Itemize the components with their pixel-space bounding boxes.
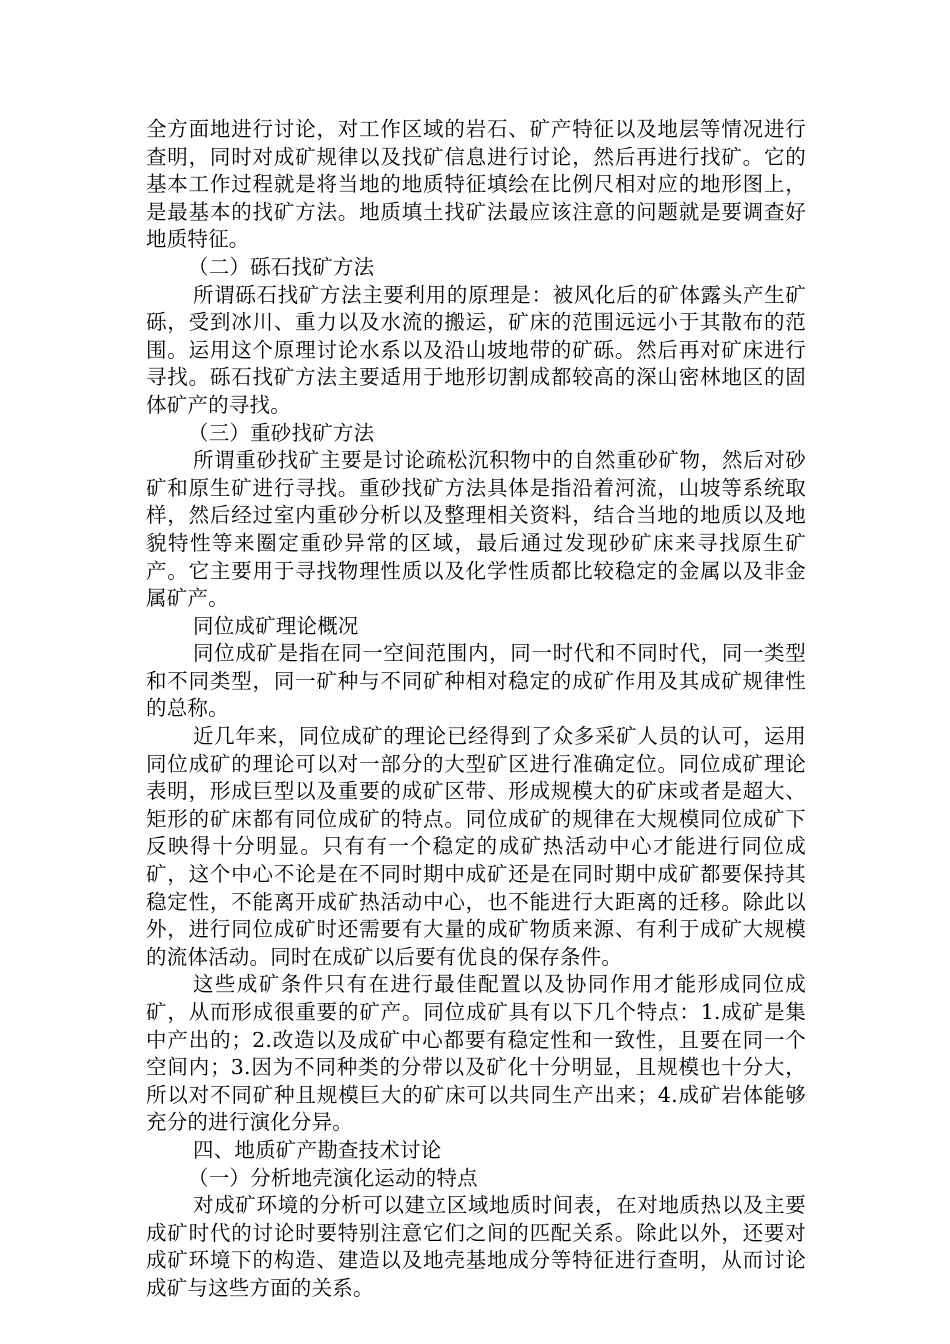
section-heading-exploration-tech: 四、地质矿产勘查技术讨论 — [193, 1137, 442, 1162]
paragraph-gravel-method: 所谓砾石找矿方法主要利用的原理是：被风化后的矿体露头产生矿砾，受到冰川、重力以及水流的搬运，矿床的范围远远小于其散布的范围。运用这个原理讨论水系以及沿山坡地带的矿砾。然后再对矿床进行寻找。砾石找矿方法主要适用于地形切割成都较高的深山密林地区的固体矿产的寻找。 — [146, 282, 806, 417]
paragraph-colocated-features: 这些成矿条件只有在进行最佳配置以及协同作用才能形成同位成矿，从而形成很重要的矿产。同位成矿具有以下几个特点：1.成矿是集中产出的；2.改造以及成矿中心都要有稳定性和一致性，且要在同一个空间内；3.因为不同种类的分带以及矿化十分明显，且规模也十分大，所以对不同矿种且规模巨大的矿床可以共同生产出来；4.成矿岩体能够充分的进行演化分异。 — [146, 972, 806, 1135]
paragraph-colocated-recognition: 近几年来，同位成矿的理论已经得到了众多采矿人员的认可，运用同位成矿的理论可以对一部分的大型矿区进行准确定位。同位成矿理论表明，形成巨型以及重要的成矿区带、形成规模大的矿床或者是超大、矩形的矿床都有同位成矿的特点。同位成矿的规律在大规模同位成矿下反映得十分明显。只有有一个稳定的成矿热活动中心才能进行同位成矿，这个中心不论是在不同时期中成矿还是在同时期中成矿都要保持其稳定性，不能离开成矿热活动中心，也不能进行大距离的迁移。除此以外，进行同位成矿时还需要有大量的成矿物质来源、有利于成矿大规模的流体活动。同时在成矿以后要有优良的保存条件。 — [146, 724, 806, 969]
document-page — [146, 116, 806, 1303]
paragraph-continuation: 全方面地进行讨论，对工作区域的岩石、矿产特征以及地层等情况进行查明，同时对成矿规律以及找矿信息进行讨论，然后再进行找矿。它的基本工作过程就是将当地的地质特征填绘在比例尺相对应的地形图上，是最基本的找矿方法。地质填土找矿法最应该注意的问题就是要调查好地质特征。 — [146, 117, 806, 252]
section-heading-crust-evolution: （一）分析地壳演化运动的特点 — [188, 1165, 478, 1190]
paragraph-heavy-sand-method: 所谓重砂找矿主要是讨论疏松沉积物中的自然重砂矿物，然后对砂矿和原生矿进行寻找。重砂找矿方法具体是指沿着河流，山坡等系统取样，然后经过室内重砂分析以及整理相关资料，结合当地的地质以及地貌特性等来圈定重砂异常的区域，最后通过发现砂矿床来寻找原生矿产。它主要用于寻找物理性质以及化学性质都比较稳定的金属以及非金属矿产。 — [146, 448, 806, 611]
paragraph-crust-evolution: 对成矿环境的分析可以建立区域地质时间表，在对地质热以及主要成矿时代的讨论时要特别注意它们之间的匹配关系。除此以外，还要对成矿环境下的构造、建造以及地壳基地成分等特征进行查明，从而讨论成矿与这些方面的关系。 — [146, 1193, 806, 1300]
paragraph-colocated-definition: 同位成矿是指在同一空间范围内，同一时代和不同时代，同一类型和不同类型，同一矿种与不同矿种相对稳定的成矿作用及其成矿规律性的总称。 — [146, 641, 806, 721]
section-heading-heavy-sand: （三）重砂找矿方法 — [188, 420, 375, 445]
section-heading-colocated-theory: 同位成矿理论概况 — [193, 613, 359, 638]
section-heading-gravel: （二）砾石找矿方法 — [188, 254, 375, 279]
